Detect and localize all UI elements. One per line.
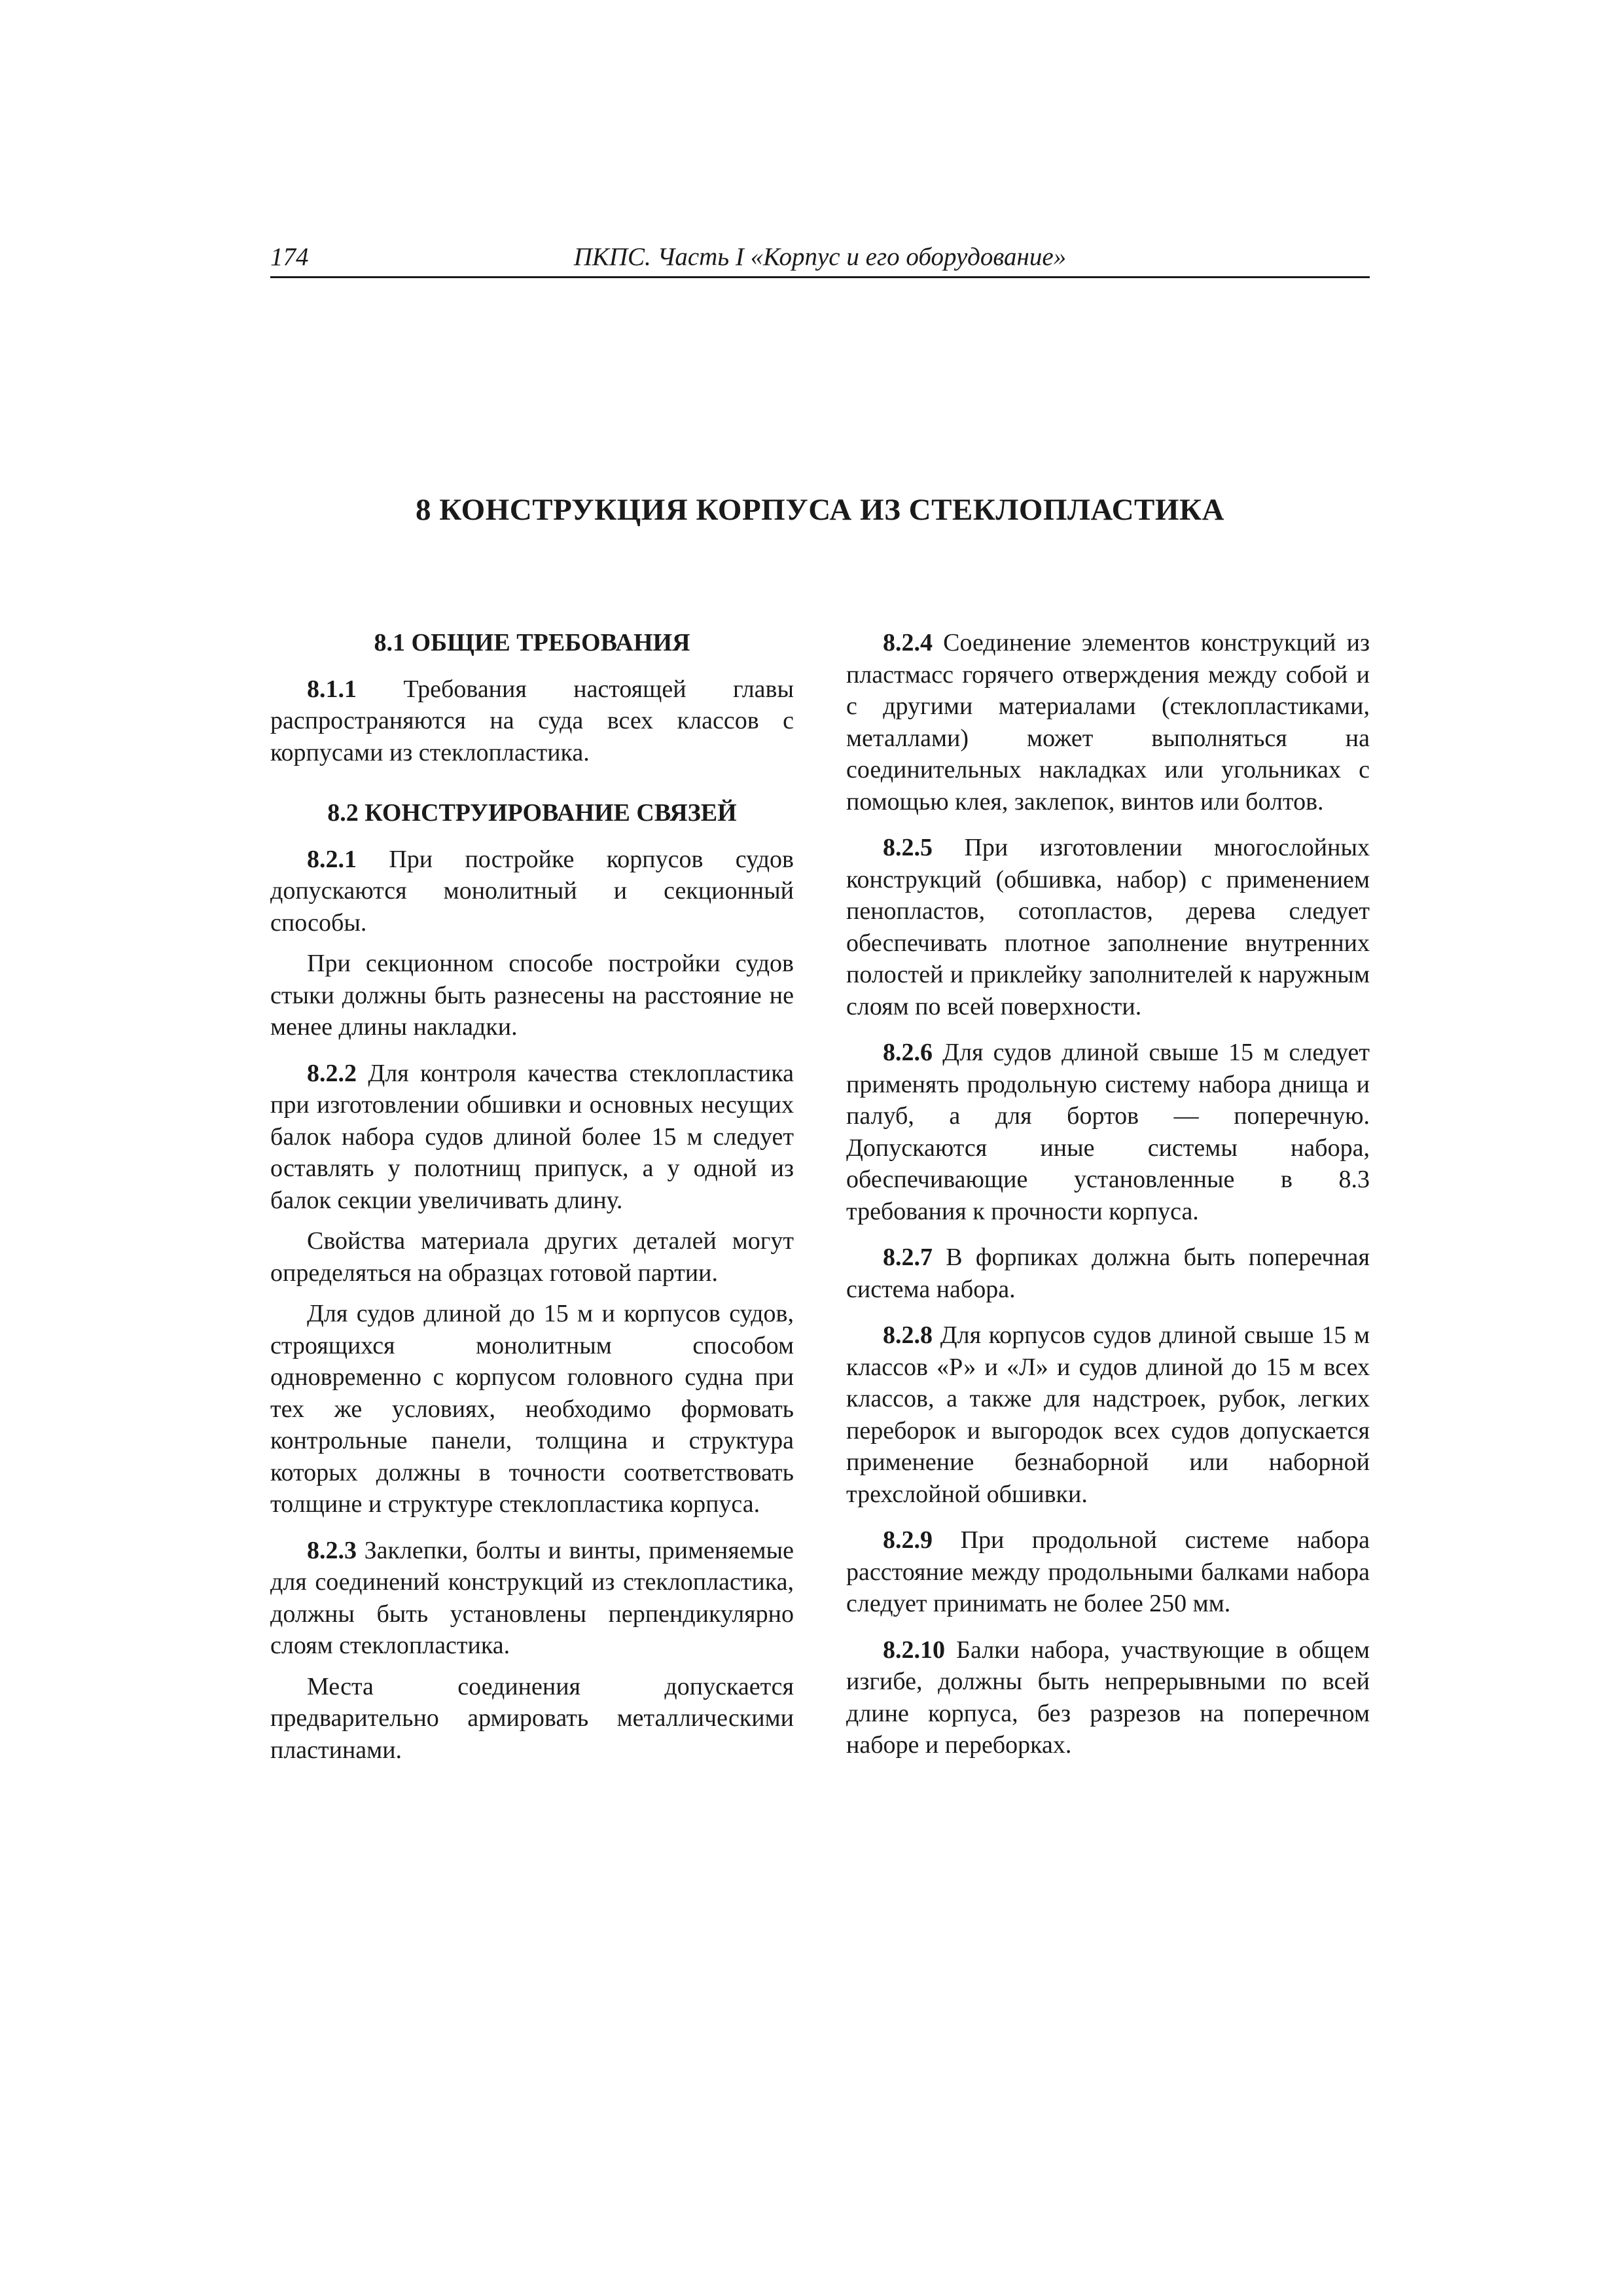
section-heading-8-2: 8.2 КОНСТРУИРОВАНИЕ СВЯЗЕЙ — [327, 799, 737, 827]
paragraph-8-2-2-continued-2: Для судов длиной до 15 м и корпусов судов, строящихся монолитным способом одновременно с корпусом головного судна при тех же условиях, необходимо формовать контрольные панели, толщина и структура которых должны в точности соответствовать толщине и структуре стеклопластика корпуса. — [270, 1300, 794, 1518]
clause-number: 8.2.1 — [307, 845, 357, 873]
clause-number: 8.2.3 — [307, 1536, 357, 1564]
page-header — [270, 240, 1370, 278]
paragraph-8-2-2 — [270, 1058, 794, 1217]
paragraph-8-2-6 — [846, 1037, 1370, 1227]
clause-text: В форпиках должна быть поперечная система набора. — [846, 1244, 1370, 1303]
clause-text: Балки набора, участвующие в общем изгибе, должны быть непрерывными по всей длине корпуса, без разрезов на поперечном наборе и переборках. — [846, 1636, 1370, 1759]
page-number: 174 — [270, 243, 309, 271]
paragraph-8-2-1 — [270, 844, 794, 939]
section-heading-8-1: 8.1 ОБЩИЕ ТРЕБОВАНИЯ — [374, 629, 690, 656]
clause-text: При изготовлении многослойных конструкций (обшивка, набор) с применением пенопластов, сотопластов, дерева следует обеспечивать плотное заполнение внутренних полостей и приклейку заполнителей к наружным слоям по всей поверхности. — [846, 834, 1370, 1020]
clause-text: При продольной системе набора расстояние между продольными балками набора следует принимать не более 250 мм. — [846, 1526, 1370, 1617]
chapter-title: 8 КОНСТРУКЦИЯ КОРПУСА ИЗ СТЕКЛОПЛАСТИКА — [416, 493, 1224, 527]
clause-text: Для корпусов судов длиной свыше 15 м классов «Р» и «Л» и судов длиной до 15 м всех классов, а также для надстроек, рубок, легких переборок и выгородок всех судов допускается применение безнаборной или наборной трехслойной обшивки. — [846, 1321, 1370, 1508]
paragraph-8-2-5 — [846, 832, 1370, 1022]
clause-text: Для судов длиной свыше 15 м следует применять продольную систему набора днища и палуб, а для бортов — поперечную. Допускаются иные системы набора, обеспечивающие установленные в 8.3 требования к прочности корпуса. — [846, 1039, 1370, 1225]
paragraph-8-2-3-continued: Места соединения допускается предварительно армировать металлическими пластинами. — [270, 1672, 794, 1764]
paragraph-8-2-2-continued: Свойства материала других деталей могут определяться на образцах готовой партии. — [270, 1227, 794, 1287]
running-title: ПКПС. Часть I «Корпус и его оборудование» — [573, 243, 1067, 271]
right-column — [846, 627, 1370, 1761]
clause-text: Заклепки, болты и винты, применяемые для соединений конструкций из стеклопластика, должны быть установлены перпендикулярно слоям стеклопластика. — [270, 1536, 794, 1659]
clause-text: Для контроля качества стеклопластика при изготовлении обшивки и основных несущих балок набора судов длиной более 15 м следует оставлять у полотнищ припуск, а у одной из балок секции увеличивать длину. — [270, 1059, 794, 1214]
paragraph-8-2-3 — [270, 1535, 794, 1662]
clause-number: 8.1.1 — [307, 675, 357, 703]
clause-text: Соединение элементов конструкций из пластмасс горячего отверждения между собой и с другими материалами (стеклопластиками, металлами) может выполняться на соединительных накладках или угольниках с помощью клея, заклепок, винтов или болтов. — [846, 629, 1370, 816]
paragraph-8-2-4 — [846, 627, 1370, 817]
paragraph-8-2-10 — [846, 1634, 1370, 1761]
clause-number: 8.2.4 — [883, 629, 933, 656]
clause-number: 8.2.7 — [883, 1244, 933, 1271]
clause-text: При постройке корпусов судов допускаются монолитный и секционный способы. — [270, 845, 794, 937]
clause-number: 8.2.5 — [883, 834, 933, 861]
paragraph-8-2-9 — [846, 1524, 1370, 1620]
paragraph-8-2-7 — [846, 1242, 1370, 1305]
clause-number: 8.2.10 — [883, 1636, 945, 1664]
clause-number: 8.2.9 — [883, 1526, 933, 1554]
left-column — [270, 627, 794, 1766]
clause-number: 8.2.2 — [307, 1059, 357, 1087]
clause-number: 8.2.8 — [883, 1321, 933, 1349]
paragraph-8-2-1-continued: При секционном способе постройки судов стыки должны быть разнесены на расстояние не менее длины накладки. — [270, 950, 794, 1041]
paragraph-8-1-1 — [270, 673, 794, 769]
clause-text: Требования настоящей главы распространяются на суда всех классов с корпусами из стеклопластика. — [270, 675, 794, 766]
paragraph-8-2-8 — [846, 1319, 1370, 1510]
clause-number: 8.2.6 — [883, 1039, 933, 1066]
